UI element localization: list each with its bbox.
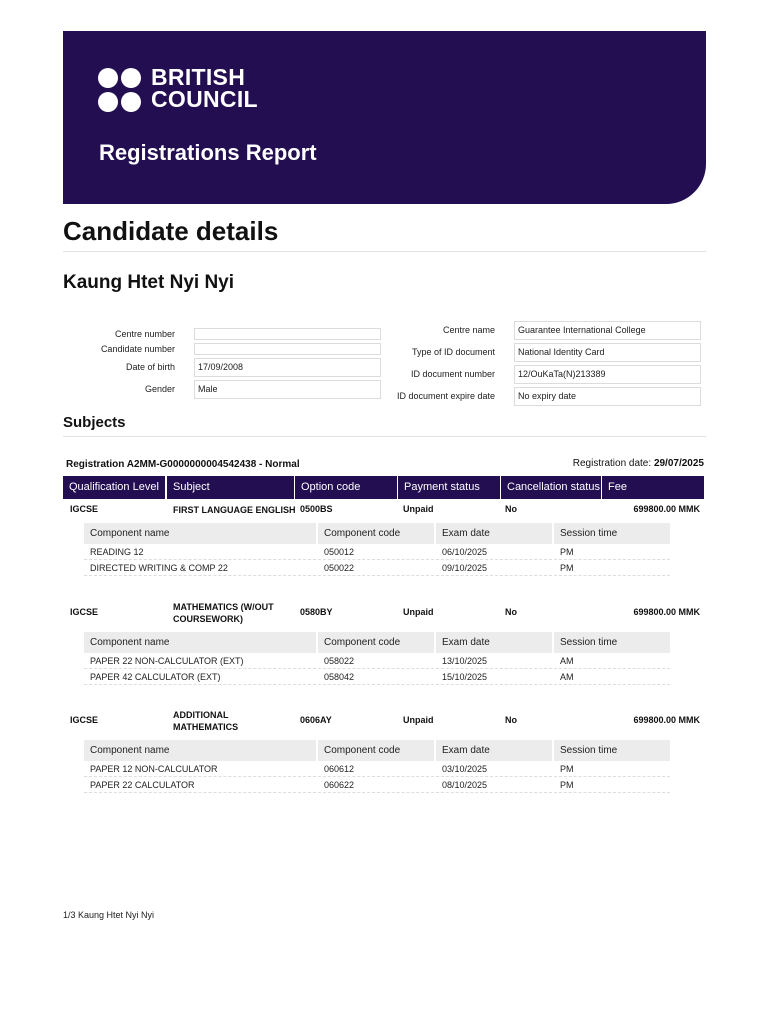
comp-col-session: Session time [554, 740, 670, 761]
logo-line-1: BRITISH [151, 64, 246, 90]
component-code: 050022 [318, 560, 434, 576]
page-footer: 1/3 Kaung Htet Nyi Nyi [63, 910, 155, 920]
component-name: READING 12 [84, 544, 316, 560]
centre-name-label: Centre name [442, 325, 495, 335]
comp-col-session: Session time [554, 632, 670, 653]
comp-col-name: Component name [84, 740, 316, 761]
report-title: Registrations Report [99, 140, 317, 165]
component-session: PM [554, 544, 670, 560]
candidate-section-title: Candidate details [63, 216, 279, 246]
id-expire-label: ID document expire date [396, 391, 495, 401]
divider [63, 436, 706, 437]
component-session: PM [554, 777, 670, 793]
col-qualification-level: Qualification Level [63, 476, 165, 499]
component-code: 060612 [318, 761, 434, 777]
col-payment-status: Payment status [398, 476, 500, 499]
comp-col-code: Component code [318, 632, 434, 653]
date-of-birth-value: 17/09/2008 [194, 358, 381, 377]
qual-subject-line: MATHEMATICS (W/OUT [173, 602, 274, 612]
component-code: 058022 [318, 653, 434, 669]
qual-level: IGCSE [70, 607, 99, 617]
component-date: 15/10/2025 [436, 669, 552, 685]
qual-option-code: 0606AY [300, 715, 332, 725]
col-fee: Fee [602, 476, 704, 499]
qual-subject-line: MATHEMATICS [173, 722, 239, 732]
qual-payment-status: Unpaid [403, 607, 434, 617]
qual-cancellation-status: No [505, 504, 517, 514]
qual-fee: 699800.00 MMK [633, 715, 700, 725]
qual-payment-status: Unpaid [403, 715, 434, 725]
qual-level: IGCSE [70, 715, 99, 725]
candidate-number-label: Candidate number [100, 344, 175, 354]
qual-fee: 699800.00 MMK [633, 504, 700, 514]
component-session: PM [554, 560, 670, 576]
col-subject: Subject [167, 476, 294, 499]
col-cancellation-status: Cancellation status [501, 476, 601, 499]
qual-option-code: 0580BY [300, 607, 333, 617]
component-date: 09/10/2025 [436, 560, 552, 576]
qual-subject [173, 709, 298, 733]
candidate-name: Kaung Htet Nyi Nyi [63, 272, 235, 293]
component-name: PAPER 42 CALCULATOR (EXT) [84, 669, 316, 685]
centre-name-value: Guarantee International College [514, 321, 701, 340]
logo-line-2: COUNCIL [151, 86, 258, 112]
component-date: 08/10/2025 [436, 777, 552, 793]
date-of-birth-label: Date of birth [125, 362, 175, 372]
component-name: PAPER 22 CALCULATOR [84, 777, 316, 793]
qual-cancellation-status: No [505, 607, 517, 617]
component-date: 06/10/2025 [436, 544, 552, 560]
gender-value: Male [194, 380, 381, 399]
comp-col-name: Component name [84, 632, 316, 653]
centre-number-value [194, 328, 381, 340]
component-code: 050012 [318, 544, 434, 560]
british-council-logo-icon [98, 68, 144, 114]
component-session: AM [554, 653, 670, 669]
registration-id: Registration A2MM-G0000000004542438 - Normal [66, 459, 300, 470]
qual-level: IGCSE [70, 504, 99, 514]
comp-col-name: Component name [84, 523, 316, 544]
subjects-title: Subjects [63, 414, 126, 431]
id-type-value: National Identity Card [514, 343, 701, 362]
qual-payment-status: Unpaid [403, 504, 434, 514]
component-session: PM [554, 761, 670, 777]
centre-number-label: Centre number [114, 329, 175, 339]
gender-label: Gender [144, 384, 175, 394]
comp-col-code: Component code [318, 523, 434, 544]
id-number-value: 12/OuKaTa(N)213389 [514, 365, 701, 384]
logo-text [151, 66, 258, 110]
comp-col-date: Exam date [436, 632, 552, 653]
col-option-code: Option code [295, 476, 397, 499]
component-code: 058042 [318, 669, 434, 685]
component-name: PAPER 12 NON-CALCULATOR [84, 761, 316, 777]
qual-subject-line: FIRST LANGUAGE ENGLISH [173, 505, 296, 515]
component-date: 03/10/2025 [436, 761, 552, 777]
header-banner [63, 31, 706, 204]
comp-col-date: Exam date [436, 523, 552, 544]
qual-subject [173, 504, 298, 516]
id-expire-value: No expiry date [514, 387, 701, 406]
candidate-number-value [194, 343, 381, 355]
component-name: DIRECTED WRITING & COMP 22 [84, 560, 316, 576]
component-date: 13/10/2025 [436, 653, 552, 669]
registration-date-value: 29/07/2025 [653, 458, 704, 469]
qual-subject [173, 601, 298, 625]
id-number-label: ID document number [410, 369, 495, 379]
component-session: AM [554, 669, 670, 685]
qual-option-code: 0500BS [300, 504, 333, 514]
comp-col-session: Session time [554, 523, 670, 544]
id-type-label: Type of ID document [411, 347, 495, 357]
qual-subject-line: COURSEWORK) [173, 614, 243, 624]
qual-fee: 699800.00 MMK [633, 607, 700, 617]
registration-date-label: Registration date: [572, 458, 652, 469]
divider [63, 251, 706, 252]
registration-date [573, 458, 704, 469]
qual-subject-line: ADDITIONAL [173, 710, 229, 720]
comp-col-date: Exam date [436, 740, 552, 761]
component-name: PAPER 22 NON-CALCULATOR (EXT) [84, 653, 316, 669]
qual-cancellation-status: No [505, 715, 517, 725]
component-code: 060622 [318, 777, 434, 793]
comp-col-code: Component code [318, 740, 434, 761]
